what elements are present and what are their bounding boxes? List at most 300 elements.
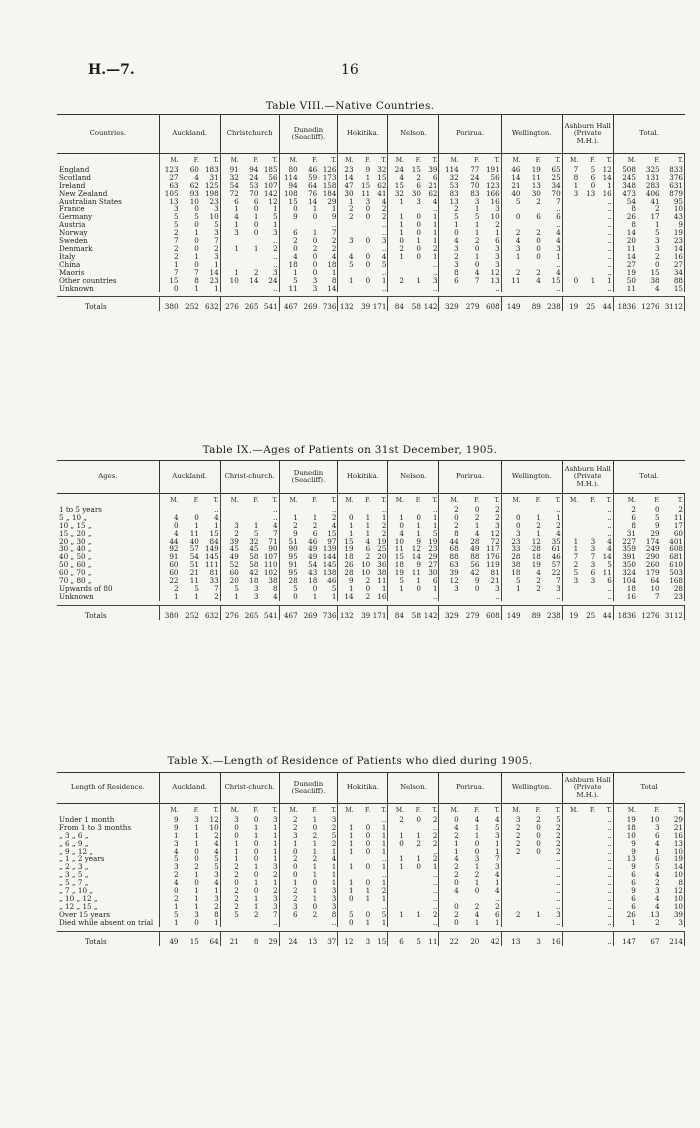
table-cell: 3 [318, 895, 338, 903]
table-cell: 23 [200, 198, 220, 206]
table-cell: 3 [259, 269, 279, 277]
table-cell: 20 [371, 553, 388, 561]
table-cell: 2 [259, 245, 279, 253]
table-cell: 1 [253, 244, 259, 253]
table-cell: 1 [234, 205, 239, 214]
table-cell: 13 [299, 931, 319, 945]
table-cell: 1 [312, 513, 318, 522]
table-cell: 0 [194, 260, 199, 269]
table-cell: 1276 [637, 297, 661, 311]
table-cell: 0 [194, 513, 199, 522]
table-cell: 2 [200, 593, 220, 601]
table-cell: 88 [470, 553, 480, 562]
table-cell: 2 [655, 205, 660, 214]
table-cell: 10 [661, 903, 685, 911]
table-cell: 1 [234, 847, 239, 856]
table-cell [220, 261, 240, 269]
table-cell: 0 [474, 887, 480, 895]
subheader-cell: M. [512, 807, 521, 814]
table-cell: 149 [501, 605, 521, 619]
table-row [57, 522, 685, 530]
table-cell: 1 [253, 831, 259, 840]
table-cell: .. [422, 506, 439, 514]
table-cell: 9 [474, 577, 480, 585]
table-cell: 183 [200, 166, 220, 174]
table-cell [579, 816, 596, 824]
table-cell: 1 [173, 918, 179, 927]
table-cell: 19 [394, 569, 404, 578]
table-cell: 9 [318, 213, 338, 221]
column-header-total: Total. [613, 115, 684, 154]
table-cell: 110 [259, 561, 279, 569]
table-cell: 2 [318, 245, 338, 253]
table-cell: 68 [449, 545, 459, 554]
row-label: „ 7 „ 10 „ [57, 887, 159, 895]
table-cell: 30 [531, 189, 541, 198]
subheader-cell: F. [193, 497, 199, 504]
table-cell: 0 [173, 521, 179, 530]
table-cell [405, 205, 422, 213]
table-cell: 11 [626, 244, 636, 253]
table-row [57, 277, 685, 285]
table-cell: 14 [249, 276, 259, 285]
table-cell: 29 [259, 931, 279, 945]
table-cell [579, 245, 596, 253]
table-cell: 44 [596, 605, 613, 619]
table-cell: 142 [422, 605, 439, 619]
table-cell: 6 [631, 902, 636, 911]
table-cell: 11 [288, 284, 298, 293]
table-cell: 265 [240, 297, 260, 311]
table-cell: 90 [259, 545, 279, 553]
table-cell: 1 [536, 529, 541, 538]
table-cell: 4 [173, 847, 179, 856]
table-cell: 2 [312, 244, 318, 253]
table-row [57, 229, 685, 237]
table-cell: 19 [531, 165, 541, 174]
subheader-cell: T. [259, 804, 279, 816]
table-cell: 2 [173, 871, 179, 880]
table-cell [299, 919, 319, 927]
table-cell: 39 [355, 605, 372, 619]
column-header-auckland: Auckland. [159, 461, 220, 494]
column-header-wellington: Wellington. [501, 461, 562, 494]
table-cell: 11 [422, 931, 439, 945]
table-cell: 64 [650, 577, 660, 585]
table-cell: 19 [661, 229, 685, 237]
table-cell: 1 [293, 268, 298, 277]
table-cell: 0 [365, 260, 371, 269]
table-cell: 10 [361, 561, 371, 570]
table-cell: 46 [308, 537, 318, 546]
table-cell: 5 [234, 910, 239, 919]
table-cell: .. [480, 593, 501, 601]
table-row [57, 561, 685, 569]
table-cell: 4 [399, 529, 404, 538]
table-cell: 3 [318, 816, 338, 824]
table-cell: 44 [169, 537, 179, 546]
table-cell: 14 [308, 197, 318, 206]
table-cell: 1276 [637, 605, 661, 619]
table-cell: 30 [411, 189, 421, 198]
table-cell: 0 [365, 823, 371, 832]
table-cell [180, 506, 200, 514]
table-cell: 5 [234, 584, 239, 593]
table-cell: 11 [394, 545, 404, 554]
table-cell: 3 [590, 545, 596, 554]
table-cell: 11 [596, 569, 613, 577]
table-cell: 2 [293, 823, 298, 832]
table-cell [338, 221, 355, 229]
table-cell: .. [422, 824, 439, 832]
table-cell [501, 205, 521, 213]
table-cell: 1 [365, 513, 371, 522]
table-cell: 38 [259, 577, 279, 585]
subheader-cell: T. [371, 494, 388, 506]
row-label: „ 3 „ 5 „ [57, 871, 159, 879]
table-cell: 8 [259, 585, 279, 593]
table-cell: 736 [318, 297, 338, 311]
table-cell: 2 [631, 505, 636, 514]
table-cell: 13 [169, 197, 179, 206]
subheader-cell: M. [512, 497, 521, 504]
table-cell: 70 [249, 189, 259, 198]
table-cell: 1 [253, 902, 259, 911]
subheader-cell: F. [253, 807, 259, 814]
table-cell: 4 [200, 514, 220, 522]
table-cell: 18 [626, 823, 636, 832]
table-cell: 7 [200, 237, 220, 245]
subheader-cell: T. [371, 154, 388, 166]
table-cell: 4 [542, 269, 562, 277]
table-cell: 5 [655, 513, 660, 522]
table-cell: .. [596, 522, 613, 530]
table-cell: 0 [194, 855, 199, 864]
table-cell: 12 [596, 166, 613, 174]
table-cell [501, 855, 521, 863]
table-cell: 1 [318, 879, 338, 887]
table-cell: 5 [474, 213, 480, 222]
table-cell: 0 [194, 237, 199, 245]
table-cell: 23 [200, 277, 220, 285]
table-cell: 4 [200, 840, 220, 848]
row-label: China [57, 261, 159, 269]
table-cell: 3 [173, 863, 179, 872]
table-cell: 3 [200, 229, 220, 237]
table-cell: 16 [626, 592, 636, 601]
table-cell: 14 [200, 269, 220, 277]
table-cell: 1 [515, 584, 521, 593]
subheader-cell: M. [512, 157, 521, 164]
table-cell: 1 [573, 537, 579, 546]
table-cell: 1 [234, 855, 239, 864]
table-cell: 0 [253, 839, 259, 848]
subheader-cell: M. [345, 497, 354, 504]
table-cell [579, 895, 596, 903]
subheader-cell: T. [259, 494, 279, 506]
column-header-dunedin-seacliff: Dunedin (Seacliff). [279, 115, 338, 154]
table-cell [501, 593, 521, 601]
table-cell: .. [596, 213, 613, 221]
row-label: 15 „ 20 „ [57, 530, 159, 538]
row-label: Austria [57, 221, 159, 229]
table-cell: 76 [308, 189, 318, 198]
table-cell: .. [596, 221, 613, 229]
table-cell [562, 237, 579, 245]
table-cell: 5 [480, 824, 501, 832]
table-cell: .. [596, 261, 613, 269]
table-cell: 4 [542, 237, 562, 245]
table-cell: 1 [371, 895, 388, 903]
table-cell: 0 [515, 513, 521, 522]
table-cell: 9 [365, 165, 371, 174]
table-cell: 3 [173, 839, 179, 848]
table-cell [521, 871, 541, 879]
table-cell: 42 [249, 569, 259, 578]
table-cell: 329 [439, 605, 460, 619]
table-cell: .. [259, 919, 279, 927]
subheader-cell: F. [415, 807, 421, 814]
table-cell: .. [596, 903, 613, 911]
table-cell: 16 [371, 593, 388, 601]
row-label: New Zealand [57, 190, 159, 198]
table-cell: 681 [661, 553, 685, 561]
table-cell: 2 [474, 902, 480, 911]
table-cell: 7 [474, 276, 480, 285]
table-cell: 93 [189, 189, 199, 198]
table-cell: 238 [542, 297, 562, 311]
table-cell: 380 [159, 605, 179, 619]
column-header-countries: Countries. [57, 115, 159, 154]
table-cell: 4 [654, 902, 660, 911]
table-cell: 58 [249, 561, 259, 570]
table-cell: 2 [422, 816, 439, 824]
table-cell: 15 [180, 931, 200, 945]
table-cell: 1 [312, 839, 318, 848]
table-cell [388, 903, 405, 911]
table-cell: 3 [259, 863, 279, 871]
table-cell: 1 [318, 269, 338, 277]
table-cell: 176 [480, 553, 501, 561]
subheader-cell: M. [289, 807, 298, 814]
table-cell: 126 [318, 166, 338, 174]
table-cell: 4 [480, 887, 501, 895]
table-cell: 29 [318, 198, 338, 206]
table-cell: 58 [405, 297, 422, 311]
table-cell: 1 [631, 918, 636, 927]
table-cell: .. [542, 887, 562, 895]
table-cell: 325 [645, 165, 660, 174]
table-cell: .. [596, 879, 613, 887]
table-cell: .. [596, 593, 613, 601]
table-cell: 3 [542, 245, 562, 253]
table-cell: 1 [474, 221, 480, 230]
table-cell: 608 [661, 545, 685, 553]
subheader-cell: T. [661, 804, 685, 816]
table-cell: 269 [299, 605, 319, 619]
table-cell [388, 919, 405, 927]
table-cell: 39 [355, 297, 372, 311]
table-cell: 214 [661, 931, 685, 945]
table-cell [220, 253, 240, 261]
table-cell: 1 [399, 855, 404, 864]
table-cell: 0 [536, 831, 541, 840]
table-cell: 8 [318, 911, 338, 919]
table-cell: .. [542, 261, 562, 269]
table-cell: 1 [654, 847, 660, 856]
table-cell: 57 [542, 561, 562, 569]
table-cell [579, 903, 596, 911]
table-cell: 0 [348, 918, 354, 927]
column-header-ashburn-hall-private-m-h: Ashburn Hall (Private M.H.). [562, 461, 613, 494]
table-cell: 0 [573, 276, 579, 285]
table-cell: 5 [371, 911, 388, 919]
row-label: Other countries [57, 277, 159, 285]
table-cell: 2 [515, 847, 521, 856]
table-row [57, 832, 685, 840]
table-cell: 53 [249, 181, 259, 190]
sex-subheader-row [57, 494, 685, 506]
column-header-christ-church: Christ-church. [220, 461, 279, 494]
table-cell: 0 [365, 237, 371, 245]
table-cell: 6 [365, 545, 371, 554]
table-cell: 608 [480, 605, 501, 619]
table-row [57, 213, 685, 221]
table-cell: 17 [661, 522, 685, 530]
table-cell: .. [259, 506, 279, 514]
table-row [57, 269, 685, 277]
table-cell: 3 [312, 284, 318, 293]
column-header-hokitika: Hokitika. [338, 115, 388, 154]
table-cell: 1 [422, 213, 439, 221]
table-cell [501, 506, 521, 514]
table-cell: 10 [661, 848, 685, 856]
table-cell: 3 [454, 260, 459, 269]
row-label: Died while absent on trial [57, 919, 159, 927]
table-cell: 43 [308, 569, 318, 578]
table-cell: 1 [474, 205, 480, 214]
table-cell: 15 [200, 530, 220, 538]
table-cell: 5 [173, 910, 179, 919]
table-row [57, 166, 685, 174]
table-cell: .. [596, 871, 613, 879]
table-cell: .. [542, 205, 562, 213]
table-cell: .. [596, 514, 613, 522]
table-cell [299, 221, 319, 229]
subheader-cell: T. [480, 494, 501, 506]
table-cell: 1836 [613, 297, 637, 311]
table-cell: 1 [194, 839, 199, 848]
table-cell: 0 [536, 237, 541, 245]
table-cell: 2 [234, 529, 239, 538]
subheader-cell: F. [654, 497, 660, 504]
table-cell: 15 [394, 553, 404, 562]
table-cell: 1 [365, 529, 371, 538]
table-row [57, 198, 685, 206]
table-row [57, 585, 685, 593]
table-cell: 4 [318, 855, 338, 863]
table-cell: 1 [259, 840, 279, 848]
table-cell: 9 [631, 863, 636, 872]
table-cell: 1 [253, 894, 259, 903]
table-cell: 1 [371, 840, 388, 848]
table-cell [240, 253, 260, 261]
table-cell: 1 [365, 887, 371, 895]
row-label: Maoris [57, 269, 159, 277]
table-cell: 32 [449, 173, 459, 182]
table-cell: 0 [253, 887, 259, 895]
table-cell: 1 [371, 848, 388, 856]
table-cell: 70 [542, 190, 562, 198]
table-cell: 1 [200, 887, 220, 895]
table-cell: 0 [399, 521, 404, 530]
table-cell: 14 [661, 245, 685, 253]
table-cell: .. [596, 585, 613, 593]
table-cell: 348 [622, 181, 636, 190]
table-cell: 324 [622, 569, 636, 578]
table-cell: 0 [348, 894, 354, 903]
table-row [57, 261, 685, 269]
table-cell [240, 285, 260, 293]
table-cell: 17 [650, 213, 660, 222]
length-of-residence-table [57, 772, 685, 946]
table-cell: 7 [480, 855, 501, 863]
table-cell: 0 [474, 839, 480, 848]
table-cell: 2 [293, 894, 298, 903]
table-cell [562, 879, 579, 887]
table-cell [388, 269, 405, 277]
table-cell: 5 [515, 197, 521, 206]
subheader-cell: M. [170, 497, 179, 504]
table-cell: 15 [169, 276, 179, 285]
table-cell: 2 [399, 276, 404, 285]
table-cell: 0 [365, 213, 371, 222]
table-cell: 1 [259, 824, 279, 832]
table-cell: 5 [515, 577, 521, 585]
table-cell: 19 [661, 855, 685, 863]
subheader-cell: F. [312, 497, 318, 504]
table-cell: 19 [344, 545, 354, 554]
table-cell [501, 871, 521, 879]
table-cell: 13 [449, 197, 459, 206]
table-cell: 6 [416, 181, 421, 190]
subheader-cell: M. [627, 807, 636, 814]
table-cell: 0 [253, 847, 259, 856]
table-cell: 2 [536, 197, 541, 206]
table-cell: 4 [474, 910, 480, 919]
table-cell: .. [318, 221, 338, 229]
table-cell: 3 [454, 584, 459, 593]
subheader-cell: M. [230, 807, 239, 814]
table-cell: .. [259, 237, 279, 245]
table-cell: 111 [200, 561, 220, 569]
table-cell: 290 [645, 553, 660, 562]
table-cell: 0 [365, 252, 371, 261]
row-label: „ 2 „ 3 „ [57, 863, 159, 871]
subheader-cell: F. [193, 807, 199, 814]
table-cell: 1 [371, 514, 388, 522]
subheader-cell: T. [542, 154, 562, 166]
subheader-cell: M. [450, 807, 459, 814]
table-cell: 0 [194, 205, 199, 214]
table-cell: 1 [371, 879, 388, 887]
table-cell: 15 [371, 931, 388, 945]
table-cell: 541 [259, 297, 279, 311]
table-cell: 45 [229, 545, 239, 554]
table-cell: 1 [399, 229, 404, 238]
table-cell: 3 [474, 855, 480, 864]
table-cell: 279 [460, 605, 481, 619]
